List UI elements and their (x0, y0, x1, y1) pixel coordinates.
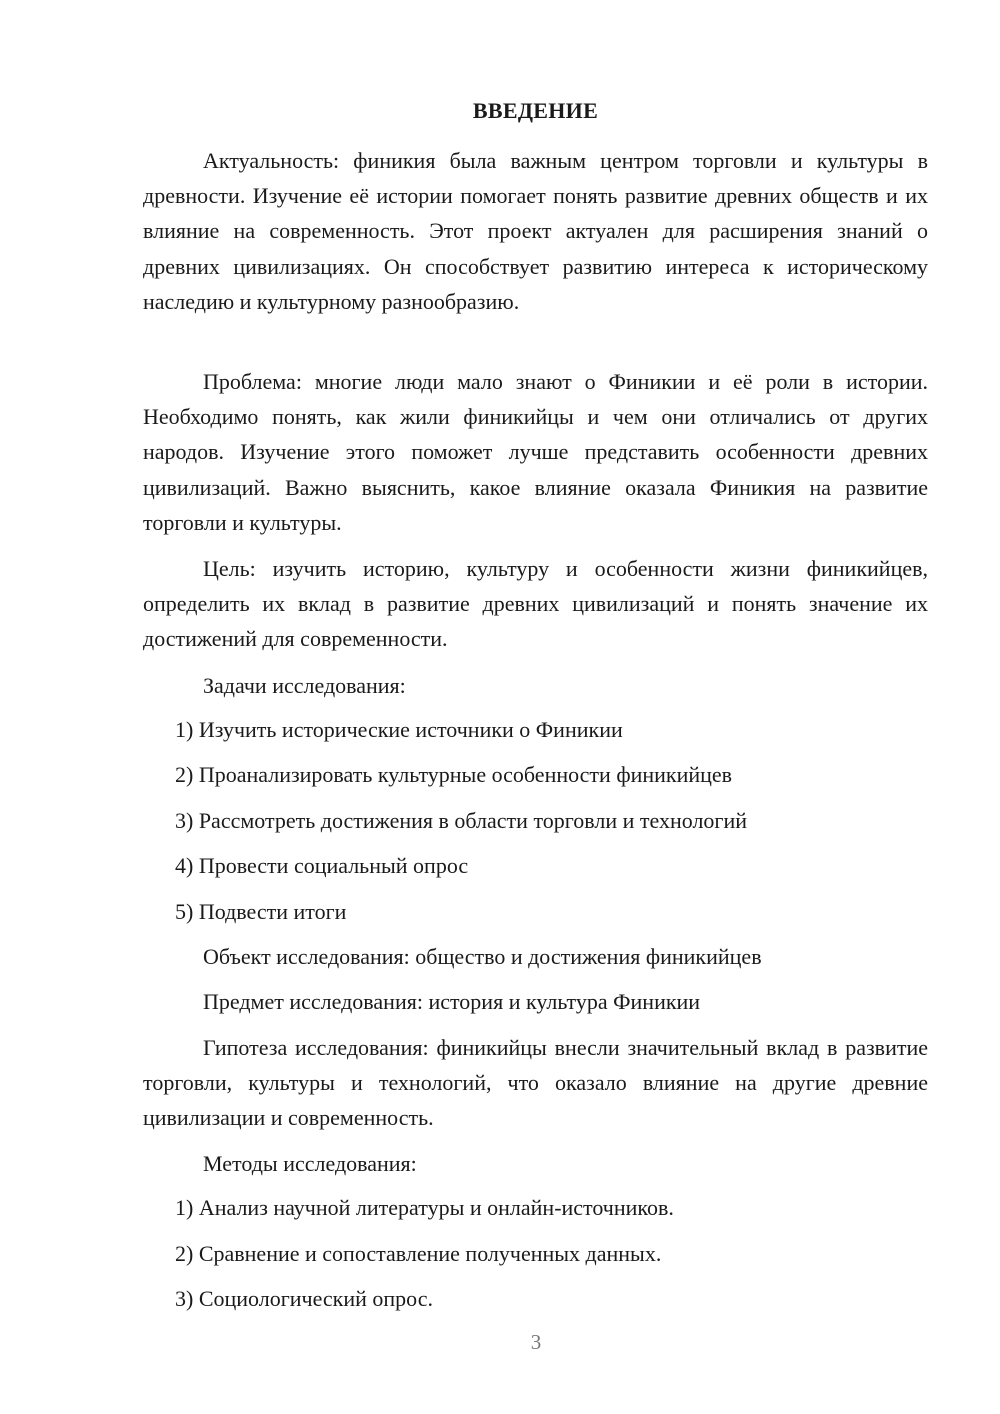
page-number: 3 (530, 1330, 542, 1354)
tasks-heading: Задачи исследования: (203, 673, 406, 698)
problem-paragraph: Проблема: многие люди мало знают о Финикии и её роли в истории. Необходимо понять, как жили финикийцы и чем они отличались от других народов. Изучение этого поможет лучше представить особенности древних цивилизаций. Важно выяснить, какое влияние оказала Финикия на развитие торговли и культуры. (143, 369, 928, 535)
hypothesis-paragraph: Гипотеза исследования: финикийцы внесли значительный вклад в развитие торговли, культуры и технологий, что оказало влияние на другие древние цивилизации и современность. (143, 1035, 928, 1131)
section-title: ВВЕДЕНИЕ (472, 98, 599, 123)
method-item: 1) Анализ научной литературы и онлайн-источников. (175, 1195, 674, 1220)
research-object: Объект исследования: общество и достижения финикийцев (203, 944, 762, 969)
goal-paragraph: Цель: изучить историю, культуру и особенности жизни финикийцев, определить их вклад в развитие древних цивилизаций и понять значение их достижений для современности. (143, 556, 928, 652)
task-item: 1) Изучить исторические источники о Финикии (175, 717, 623, 742)
task-item: 4) Провести социальный опрос (175, 853, 469, 878)
task-item: 5) Подвести итоги (175, 899, 347, 924)
task-item: 3) Рассмотреть достижения в области торговли и технологий (175, 808, 747, 833)
task-item: 2) Проанализировать культурные особенности финикийцев (175, 762, 733, 787)
methods-heading: Методы исследования: (203, 1151, 417, 1176)
method-item: 2) Сравнение и сопоставление полученных данных. (175, 1241, 662, 1266)
research-subject: Предмет исследования: история и культура Финикии (203, 989, 701, 1014)
method-item: 3) Социологический опрос. (175, 1286, 433, 1311)
relevance-paragraph: Актуальность: финикия была важным центром торговли и культуры в древности. Изучение её истории помогает понять развитие древних обществ и их влияние на современность. Этот проект актуален для расширения знаний о древних цивилизациях. Он способствует развитию интереса к историческому наследию и культурному разнообразию. (143, 148, 928, 314)
